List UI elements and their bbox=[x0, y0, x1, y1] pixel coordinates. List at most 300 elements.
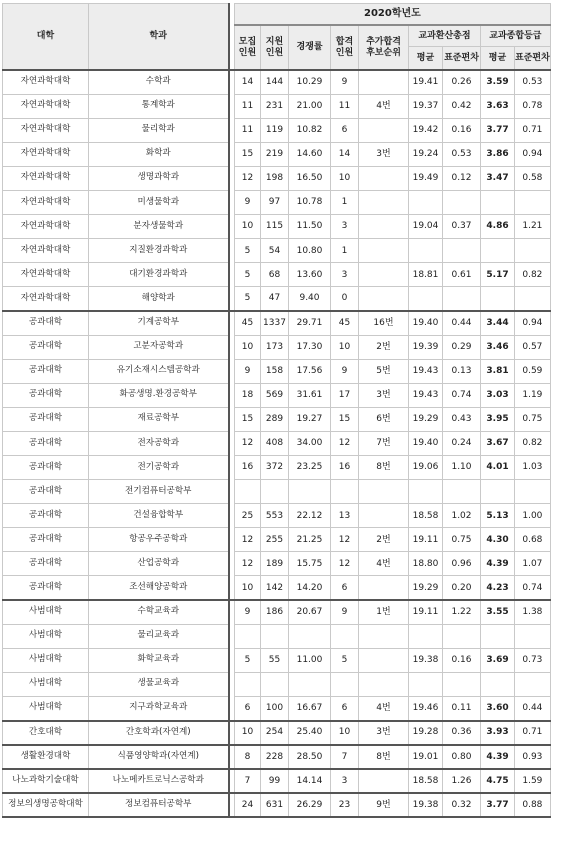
grade-mean-cell: 4.30 bbox=[481, 528, 515, 552]
department-cell: 생명과학과 bbox=[89, 166, 229, 190]
converted-mean-cell bbox=[409, 190, 443, 214]
converted-mean-cell: 19.40 bbox=[409, 431, 443, 455]
department-cell: 전자공학과 bbox=[89, 431, 229, 455]
university-cell: 공과대학 bbox=[3, 552, 89, 576]
university-cell: 자연과학대학 bbox=[3, 118, 89, 142]
quota-cell bbox=[235, 624, 261, 648]
quota-cell: 45 bbox=[235, 311, 261, 335]
quota-cell: 5 bbox=[235, 263, 261, 287]
converted-std-cell: 0.44 bbox=[443, 311, 481, 335]
department-cell: 지질환경과학과 bbox=[89, 239, 229, 263]
converted-std-cell: 0.13 bbox=[443, 359, 481, 383]
converted-std-cell bbox=[443, 624, 481, 648]
table-row bbox=[3, 70, 551, 94]
table-row bbox=[3, 311, 551, 335]
converted-std-cell: 0.74 bbox=[443, 383, 481, 407]
university-cell: 자연과학대학 bbox=[3, 287, 89, 311]
waitlist-cell bbox=[359, 263, 409, 287]
competition-cell: 9.40 bbox=[289, 287, 331, 311]
department-cell: 식품영양학과(자연계) bbox=[89, 745, 229, 769]
waitlist-cell: 2번 bbox=[359, 528, 409, 552]
table-row bbox=[3, 672, 551, 696]
quota-cell: 10 bbox=[235, 721, 261, 745]
applicants-cell: 144 bbox=[261, 70, 289, 94]
competition-cell: 10.82 bbox=[289, 118, 331, 142]
table-row bbox=[3, 118, 551, 142]
department-cell: 간호학과(자연계) bbox=[89, 721, 229, 745]
accepted-cell: 7 bbox=[331, 745, 359, 769]
waitlist-cell: 8번 bbox=[359, 456, 409, 480]
university-cell: 사범대학 bbox=[3, 600, 89, 624]
grade-std-cell: 1.21 bbox=[515, 215, 551, 239]
applicants-cell: 219 bbox=[261, 142, 289, 166]
waitlist-cell bbox=[359, 672, 409, 696]
table-row bbox=[3, 215, 551, 239]
converted-mean-cell: 19.38 bbox=[409, 793, 443, 817]
table-row bbox=[3, 456, 551, 480]
converted-mean-cell: 18.81 bbox=[409, 263, 443, 287]
quota-cell: 10 bbox=[235, 335, 261, 359]
department-cell: 전기공학과 bbox=[89, 456, 229, 480]
university-cell: 자연과학대학 bbox=[3, 215, 89, 239]
grade-std-cell: 0.75 bbox=[515, 407, 551, 431]
applicants-cell: 119 bbox=[261, 118, 289, 142]
accepted-cell: 16 bbox=[331, 456, 359, 480]
quota-cell: 10 bbox=[235, 576, 261, 600]
department-cell: 해양학과 bbox=[89, 287, 229, 311]
converted-std-cell: 0.16 bbox=[443, 648, 481, 672]
applicants-cell: 372 bbox=[261, 456, 289, 480]
department-cell: 유기소재시스템공학과 bbox=[89, 359, 229, 383]
converted-std-cell: 0.96 bbox=[443, 552, 481, 576]
university-cell: 공과대학 bbox=[3, 383, 89, 407]
department-cell: 기계공학부 bbox=[89, 311, 229, 335]
grade-group-header: 교과종합등급 bbox=[481, 25, 551, 47]
table-row bbox=[3, 696, 551, 720]
quota-cell: 16 bbox=[235, 456, 261, 480]
converted-mean-cell: 19.43 bbox=[409, 359, 443, 383]
competition-cell: 28.50 bbox=[289, 745, 331, 769]
waitlist-cell: 6번 bbox=[359, 407, 409, 431]
grade-mean-cell bbox=[481, 624, 515, 648]
competition-cell: 25.40 bbox=[289, 721, 331, 745]
converted-mean-cell: 18.58 bbox=[409, 769, 443, 793]
table-row bbox=[3, 576, 551, 600]
waitlist-cell bbox=[359, 769, 409, 793]
applicants-cell: 289 bbox=[261, 407, 289, 431]
converted-mean-cell: 19.29 bbox=[409, 576, 443, 600]
quota-header: 모집 인원 bbox=[235, 25, 261, 70]
grade-std-cell: 0.94 bbox=[515, 311, 551, 335]
university-cell: 자연과학대학 bbox=[3, 142, 89, 166]
waitlist-cell: 4번 bbox=[359, 94, 409, 118]
converted-mean-cell: 19.11 bbox=[409, 528, 443, 552]
university-cell: 공과대학 bbox=[3, 359, 89, 383]
table-row bbox=[3, 769, 551, 793]
table-body bbox=[3, 70, 551, 817]
accepted-cell: 9 bbox=[331, 359, 359, 383]
accepted-cell: 5 bbox=[331, 648, 359, 672]
table-row bbox=[3, 793, 551, 817]
table-row bbox=[3, 94, 551, 118]
converted-mean-cell: 18.80 bbox=[409, 552, 443, 576]
applicants-cell: 631 bbox=[261, 793, 289, 817]
quota-cell: 11 bbox=[235, 118, 261, 142]
grade-std-cell bbox=[515, 239, 551, 263]
applicants-cell bbox=[261, 624, 289, 648]
table-row bbox=[3, 335, 551, 359]
grade-std-cell: 1.59 bbox=[515, 769, 551, 793]
applicants-cell: 1337 bbox=[261, 311, 289, 335]
applicants-cell: 97 bbox=[261, 190, 289, 214]
grade-mean-cell: 3.81 bbox=[481, 359, 515, 383]
table-row bbox=[3, 190, 551, 214]
applicants-cell: 408 bbox=[261, 431, 289, 455]
quota-cell: 6 bbox=[235, 696, 261, 720]
table-row bbox=[3, 263, 551, 287]
department-cell: 지구과학교육과 bbox=[89, 696, 229, 720]
grade-mean-header: 평균 bbox=[481, 47, 515, 71]
quota-cell: 8 bbox=[235, 745, 261, 769]
table-row bbox=[3, 745, 551, 769]
grade-std-cell: 0.44 bbox=[515, 696, 551, 720]
converted-score-group-header: 교과환산총점 bbox=[409, 25, 481, 47]
competition-cell: 10.78 bbox=[289, 190, 331, 214]
accepted-cell: 6 bbox=[331, 696, 359, 720]
waitlist-cell bbox=[359, 118, 409, 142]
quota-cell: 15 bbox=[235, 407, 261, 431]
accepted-cell: 12 bbox=[331, 528, 359, 552]
quota-cell: 10 bbox=[235, 215, 261, 239]
university-cell: 사범대학 bbox=[3, 624, 89, 648]
converted-std-cell: 0.75 bbox=[443, 528, 481, 552]
applicants-cell: 99 bbox=[261, 769, 289, 793]
grade-std-cell: 0.82 bbox=[515, 431, 551, 455]
table-row bbox=[3, 480, 551, 504]
quota-cell: 12 bbox=[235, 528, 261, 552]
grade-mean-cell: 4.01 bbox=[481, 456, 515, 480]
accepted-cell: 1 bbox=[331, 190, 359, 214]
accepted-cell bbox=[331, 480, 359, 504]
applicants-cell: 47 bbox=[261, 287, 289, 311]
grade-mean-cell: 3.03 bbox=[481, 383, 515, 407]
converted-mean-cell: 19.24 bbox=[409, 142, 443, 166]
table-row bbox=[3, 383, 551, 407]
converted-std-cell: 0.80 bbox=[443, 745, 481, 769]
quota-cell: 12 bbox=[235, 431, 261, 455]
converted-mean-cell bbox=[409, 672, 443, 696]
quota-cell bbox=[235, 672, 261, 696]
converted-mean-header: 평균 bbox=[409, 47, 443, 71]
grade-mean-cell: 3.60 bbox=[481, 696, 515, 720]
waitlist-cell bbox=[359, 648, 409, 672]
department-cell: 재료공학부 bbox=[89, 407, 229, 431]
university-cell: 나노과학기술대학 bbox=[3, 769, 89, 793]
grade-mean-cell: 4.39 bbox=[481, 552, 515, 576]
converted-std-cell: 0.16 bbox=[443, 118, 481, 142]
table-row bbox=[3, 431, 551, 455]
university-cell: 공과대학 bbox=[3, 407, 89, 431]
applicants-cell: 569 bbox=[261, 383, 289, 407]
grade-std-cell: 0.94 bbox=[515, 142, 551, 166]
waitlist-cell bbox=[359, 624, 409, 648]
applicants-cell bbox=[261, 480, 289, 504]
table-row bbox=[3, 287, 551, 311]
accepted-cell: 10 bbox=[331, 335, 359, 359]
quota-cell: 25 bbox=[235, 504, 261, 528]
grade-mean-cell: 3.44 bbox=[481, 311, 515, 335]
university-cell: 공과대학 bbox=[3, 456, 89, 480]
grade-mean-cell: 3.93 bbox=[481, 721, 515, 745]
converted-mean-cell: 19.49 bbox=[409, 166, 443, 190]
competition-cell: 14.20 bbox=[289, 576, 331, 600]
competition-cell: 20.67 bbox=[289, 600, 331, 624]
waitlist-cell: 3번 bbox=[359, 142, 409, 166]
grade-mean-cell: 3.69 bbox=[481, 648, 515, 672]
quota-cell: 12 bbox=[235, 166, 261, 190]
grade-std-cell: 1.38 bbox=[515, 600, 551, 624]
competition-cell: 17.30 bbox=[289, 335, 331, 359]
applicants-cell: 68 bbox=[261, 263, 289, 287]
waitlist-cell: 8번 bbox=[359, 745, 409, 769]
university-cell: 사범대학 bbox=[3, 696, 89, 720]
quota-cell: 5 bbox=[235, 239, 261, 263]
accepted-cell: 14 bbox=[331, 142, 359, 166]
university-cell: 사범대학 bbox=[3, 648, 89, 672]
competition-cell: 21.00 bbox=[289, 94, 331, 118]
waitlist-cell: 2번 bbox=[359, 335, 409, 359]
competition-cell: 10.29 bbox=[289, 70, 331, 94]
accepted-cell: 17 bbox=[331, 383, 359, 407]
competition-cell: 26.29 bbox=[289, 793, 331, 817]
converted-std-cell: 0.20 bbox=[443, 576, 481, 600]
quota-cell: 14 bbox=[235, 70, 261, 94]
university-cell: 생활환경대학 bbox=[3, 745, 89, 769]
competition-cell: 16.67 bbox=[289, 696, 331, 720]
department-cell: 정보컴퓨터공학부 bbox=[89, 793, 229, 817]
grade-std-cell bbox=[515, 287, 551, 311]
converted-mean-cell: 19.42 bbox=[409, 118, 443, 142]
accepted-cell: 11 bbox=[331, 94, 359, 118]
university-cell: 간호대학 bbox=[3, 721, 89, 745]
table-row bbox=[3, 648, 551, 672]
applicants-cell: 186 bbox=[261, 600, 289, 624]
department-cell: 수학과 bbox=[89, 70, 229, 94]
accepted-cell: 6 bbox=[331, 576, 359, 600]
department-cell: 나노메카트로닉스공학과 bbox=[89, 769, 229, 793]
department-cell: 통계학과 bbox=[89, 94, 229, 118]
competition-cell: 16.50 bbox=[289, 166, 331, 190]
converted-std-cell bbox=[443, 239, 481, 263]
competition-cell: 14.14 bbox=[289, 769, 331, 793]
grade-std-cell: 0.53 bbox=[515, 70, 551, 94]
accepted-cell: 23 bbox=[331, 793, 359, 817]
waitlist-cell bbox=[359, 166, 409, 190]
waitlist-cell: 16번 bbox=[359, 311, 409, 335]
waitlist-cell: 3번 bbox=[359, 721, 409, 745]
accepted-cell: 12 bbox=[331, 431, 359, 455]
year-header: 2020학년도 bbox=[235, 4, 551, 26]
waitlist-cell bbox=[359, 215, 409, 239]
converted-std-cell bbox=[443, 672, 481, 696]
competition-header: 경쟁률 bbox=[289, 25, 331, 70]
waitlist-cell bbox=[359, 70, 409, 94]
competition-cell bbox=[289, 672, 331, 696]
competition-cell bbox=[289, 480, 331, 504]
department-cell: 미생물학과 bbox=[89, 190, 229, 214]
accepted-cell: 45 bbox=[331, 311, 359, 335]
converted-std-cell bbox=[443, 287, 481, 311]
converted-std-header: 표준편차 bbox=[443, 47, 481, 71]
accepted-cell: 9 bbox=[331, 600, 359, 624]
converted-std-cell bbox=[443, 190, 481, 214]
grade-mean-cell: 3.67 bbox=[481, 431, 515, 455]
university-cell: 공과대학 bbox=[3, 480, 89, 504]
converted-std-cell: 0.37 bbox=[443, 215, 481, 239]
accepted-cell: 3 bbox=[331, 769, 359, 793]
department-cell: 분자생물학과 bbox=[89, 215, 229, 239]
grade-std-cell bbox=[515, 624, 551, 648]
waitlist-cell bbox=[359, 190, 409, 214]
grade-std-cell bbox=[515, 480, 551, 504]
grade-std-cell: 0.74 bbox=[515, 576, 551, 600]
converted-mean-cell: 19.46 bbox=[409, 696, 443, 720]
waitlist-cell bbox=[359, 239, 409, 263]
competition-cell: 21.25 bbox=[289, 528, 331, 552]
applicants-cell: 142 bbox=[261, 576, 289, 600]
waitlist-cell: 9번 bbox=[359, 793, 409, 817]
quota-cell bbox=[235, 480, 261, 504]
waitlist-cell: 4번 bbox=[359, 696, 409, 720]
quota-cell: 24 bbox=[235, 793, 261, 817]
accepted-cell bbox=[331, 624, 359, 648]
accepted-cell: 1 bbox=[331, 239, 359, 263]
grade-mean-cell: 4.86 bbox=[481, 215, 515, 239]
grade-std-cell bbox=[515, 190, 551, 214]
department-cell: 조선해양공학과 bbox=[89, 576, 229, 600]
university-cell: 자연과학대학 bbox=[3, 190, 89, 214]
competition-cell: 19.27 bbox=[289, 407, 331, 431]
university-cell: 공과대학 bbox=[3, 335, 89, 359]
grade-mean-cell bbox=[481, 239, 515, 263]
competition-cell: 13.60 bbox=[289, 263, 331, 287]
grade-mean-cell: 3.63 bbox=[481, 94, 515, 118]
converted-mean-cell: 19.40 bbox=[409, 311, 443, 335]
grade-std-cell: 1.00 bbox=[515, 504, 551, 528]
table-row bbox=[3, 166, 551, 190]
waitlist-cell bbox=[359, 480, 409, 504]
applicants-cell: 553 bbox=[261, 504, 289, 528]
grade-mean-cell: 3.55 bbox=[481, 600, 515, 624]
accepted-cell: 6 bbox=[331, 118, 359, 142]
university-cell: 공과대학 bbox=[3, 528, 89, 552]
table-row bbox=[3, 142, 551, 166]
converted-mean-cell bbox=[409, 239, 443, 263]
converted-std-cell: 1.22 bbox=[443, 600, 481, 624]
waitlist-cell bbox=[359, 576, 409, 600]
university-cell: 사범대학 bbox=[3, 672, 89, 696]
university-cell: 공과대학 bbox=[3, 431, 89, 455]
converted-mean-cell: 18.58 bbox=[409, 504, 443, 528]
quota-cell: 12 bbox=[235, 552, 261, 576]
waitlist-cell: 1번 bbox=[359, 600, 409, 624]
department-cell: 고분자공학과 bbox=[89, 335, 229, 359]
accepted-cell: 10 bbox=[331, 166, 359, 190]
converted-std-cell: 0.42 bbox=[443, 94, 481, 118]
accepted-cell: 10 bbox=[331, 721, 359, 745]
converted-mean-cell: 19.04 bbox=[409, 215, 443, 239]
grade-mean-cell bbox=[481, 480, 515, 504]
accepted-cell: 9 bbox=[331, 70, 359, 94]
converted-std-cell: 0.43 bbox=[443, 407, 481, 431]
grade-mean-cell: 3.77 bbox=[481, 793, 515, 817]
university-column-header: 대학 bbox=[3, 4, 89, 71]
accepted-cell bbox=[331, 672, 359, 696]
table-row bbox=[3, 624, 551, 648]
grade-mean-cell: 4.75 bbox=[481, 769, 515, 793]
converted-mean-cell: 19.11 bbox=[409, 600, 443, 624]
applicants-header: 지원 인원 bbox=[261, 25, 289, 70]
competition-cell: 34.00 bbox=[289, 431, 331, 455]
accepted-cell: 3 bbox=[331, 263, 359, 287]
grade-std-cell: 0.68 bbox=[515, 528, 551, 552]
university-cell: 공과대학 bbox=[3, 576, 89, 600]
competition-cell: 11.50 bbox=[289, 215, 331, 239]
applicants-cell: 54 bbox=[261, 239, 289, 263]
university-cell: 공과대학 bbox=[3, 311, 89, 335]
grade-std-cell bbox=[515, 672, 551, 696]
table-row bbox=[3, 239, 551, 263]
grade-std-cell: 0.93 bbox=[515, 745, 551, 769]
applicants-cell: 231 bbox=[261, 94, 289, 118]
converted-mean-cell: 19.43 bbox=[409, 383, 443, 407]
applicants-cell: 173 bbox=[261, 335, 289, 359]
applicants-cell: 198 bbox=[261, 166, 289, 190]
grade-mean-cell: 3.77 bbox=[481, 118, 515, 142]
applicants-cell: 189 bbox=[261, 552, 289, 576]
competition-cell: 22.12 bbox=[289, 504, 331, 528]
applicants-cell: 158 bbox=[261, 359, 289, 383]
department-cell: 화공생명.환경공학부 bbox=[89, 383, 229, 407]
converted-mean-cell: 19.01 bbox=[409, 745, 443, 769]
converted-mean-cell: 19.28 bbox=[409, 721, 443, 745]
converted-std-cell: 0.12 bbox=[443, 166, 481, 190]
competition-cell: 23.25 bbox=[289, 456, 331, 480]
competition-cell bbox=[289, 624, 331, 648]
university-cell: 공과대학 bbox=[3, 504, 89, 528]
converted-std-cell: 1.02 bbox=[443, 504, 481, 528]
department-cell: 산업공학과 bbox=[89, 552, 229, 576]
quota-cell: 5 bbox=[235, 287, 261, 311]
converted-std-cell: 0.11 bbox=[443, 696, 481, 720]
department-cell: 화학교육과 bbox=[89, 648, 229, 672]
converted-std-cell: 0.29 bbox=[443, 335, 481, 359]
accepted-header: 합격 인원 bbox=[331, 25, 359, 70]
waitlist-cell: 7번 bbox=[359, 431, 409, 455]
university-cell: 자연과학대학 bbox=[3, 239, 89, 263]
grade-std-cell: 0.78 bbox=[515, 94, 551, 118]
admissions-table bbox=[2, 3, 551, 818]
quota-cell: 9 bbox=[235, 190, 261, 214]
applicants-cell: 228 bbox=[261, 745, 289, 769]
accepted-cell: 0 bbox=[331, 287, 359, 311]
quota-cell: 9 bbox=[235, 600, 261, 624]
competition-cell: 29.71 bbox=[289, 311, 331, 335]
table-row bbox=[3, 721, 551, 745]
department-cell: 항공우주공학과 bbox=[89, 528, 229, 552]
accepted-cell: 3 bbox=[331, 215, 359, 239]
grade-mean-cell bbox=[481, 287, 515, 311]
